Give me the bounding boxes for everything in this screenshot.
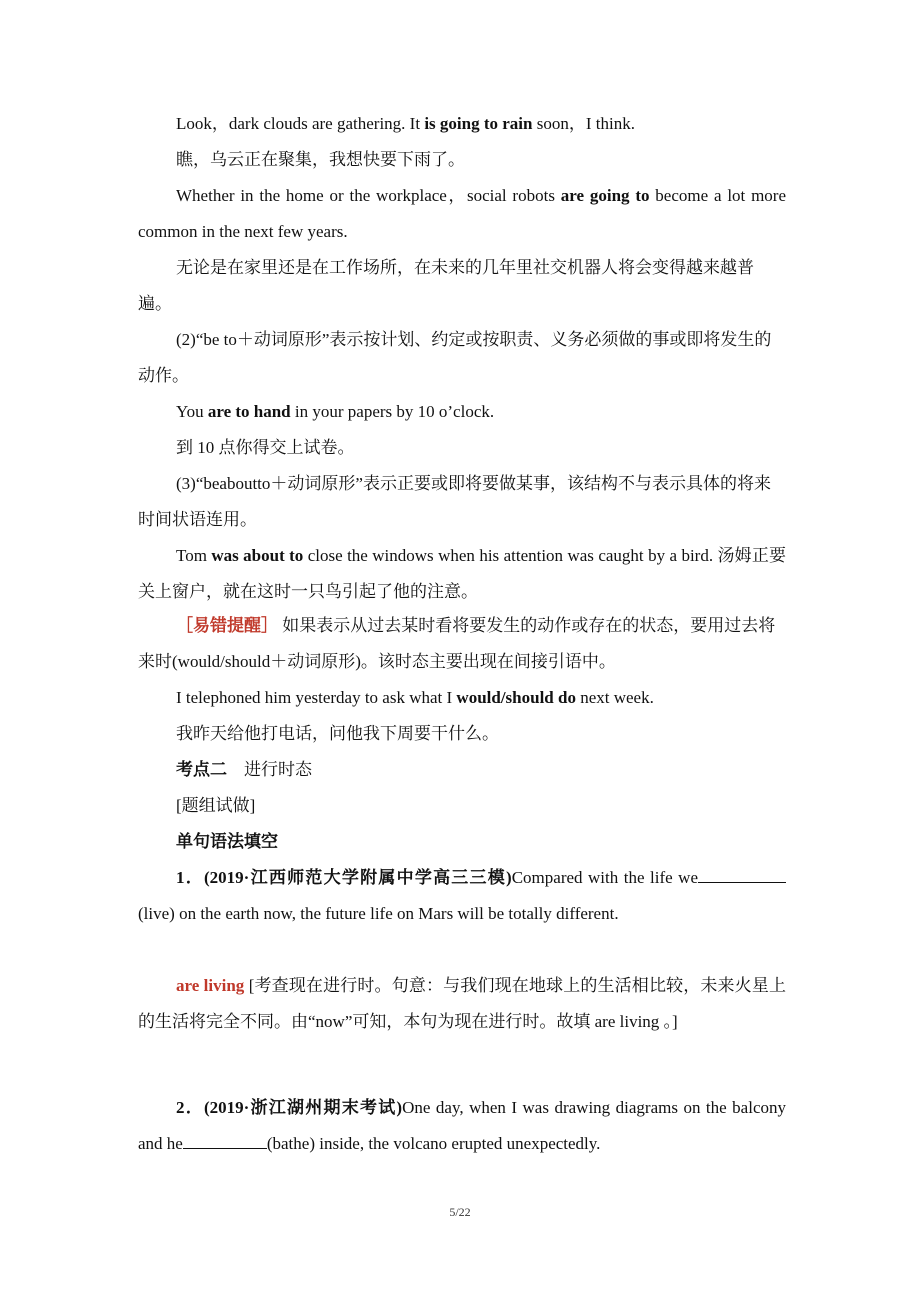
answer-blank bbox=[698, 868, 786, 883]
rule-paragraph: (2)“be to＋动词原形”表示按计划、约定或按职责、义务必须做的事或即将发生的动作。 bbox=[138, 330, 772, 385]
page-number: 5/22 bbox=[449, 1205, 471, 1219]
answer-1: are living [考查现在进行时。句意：与我们现在地球上的生活相比较，未来火星上的生活将完全不同。由“now”可知，本句为现在进行时。故填 are living 。] bbox=[138, 976, 786, 1031]
answer-text: are living bbox=[176, 976, 245, 995]
rule-paragraph: (3)“beaboutto＋动词原形”表示正要或即将要做某事，该结构不与表示具体的将来时间状语连用。 bbox=[138, 474, 771, 529]
example-sentence-en: I telephoned him yesterday to ask what I would/should do next week. bbox=[176, 688, 654, 707]
error-reminder: ［易错提醒］ 如果表示从过去某时看将要发生的动作或存在的状态，要用过去将来时(would/should＋动词原形)。该时态主要出现在间接引语中。 bbox=[138, 616, 776, 671]
example-sentence-en: Look，dark clouds are gathering. It is going to rain soon，I think. bbox=[176, 114, 635, 133]
question-2: 2．(2019·浙江湖州期末考试)One day, when I was drawing diagrams on the balcony and he (bathe) inside, the volcano erupted unexpectedly. bbox=[138, 1098, 786, 1153]
example-sentence-en: Whether in the home or the workplace，social robots are going to become a lot more common in the next few years. bbox=[138, 186, 787, 241]
answer-blank bbox=[183, 1134, 267, 1149]
question-1: 1．(2019·江西师范大学附属中学高三三模)Compared with the life we(live) on the earth now, the future life on Mars will be totally different. bbox=[138, 860, 786, 932]
exercise-type-heading: 单句语法填空 bbox=[176, 832, 278, 851]
example-sentence-zh: 瞧，乌云正在聚集，我想快要下雨了。 bbox=[176, 150, 465, 169]
example-sentence-en: You are to hand in your papers by 10 o’clock. bbox=[176, 402, 495, 421]
example-sentence-zh: 到 10 点你得交上试卷。 bbox=[176, 438, 355, 457]
example-sentence-zh: 无论是在家里还是在工作场所，在未来的几年里社交机器人将会变得越来越普遍。 bbox=[138, 258, 754, 313]
error-reminder-tag: ［易错提醒］ bbox=[176, 616, 278, 635]
section-heading: 考点二 进行时态 bbox=[176, 760, 312, 779]
example-sentence-en: Tom was about to close the windows when his attention was caught by a bird. 汤姆正要关上窗户，就在这时一只鸟引起了他的注意。 bbox=[138, 546, 787, 601]
example-sentence-zh: 我昨天给他打电话，问他我下周要干什么。 bbox=[176, 724, 499, 743]
subsection-label: [题组试做] bbox=[176, 796, 256, 815]
